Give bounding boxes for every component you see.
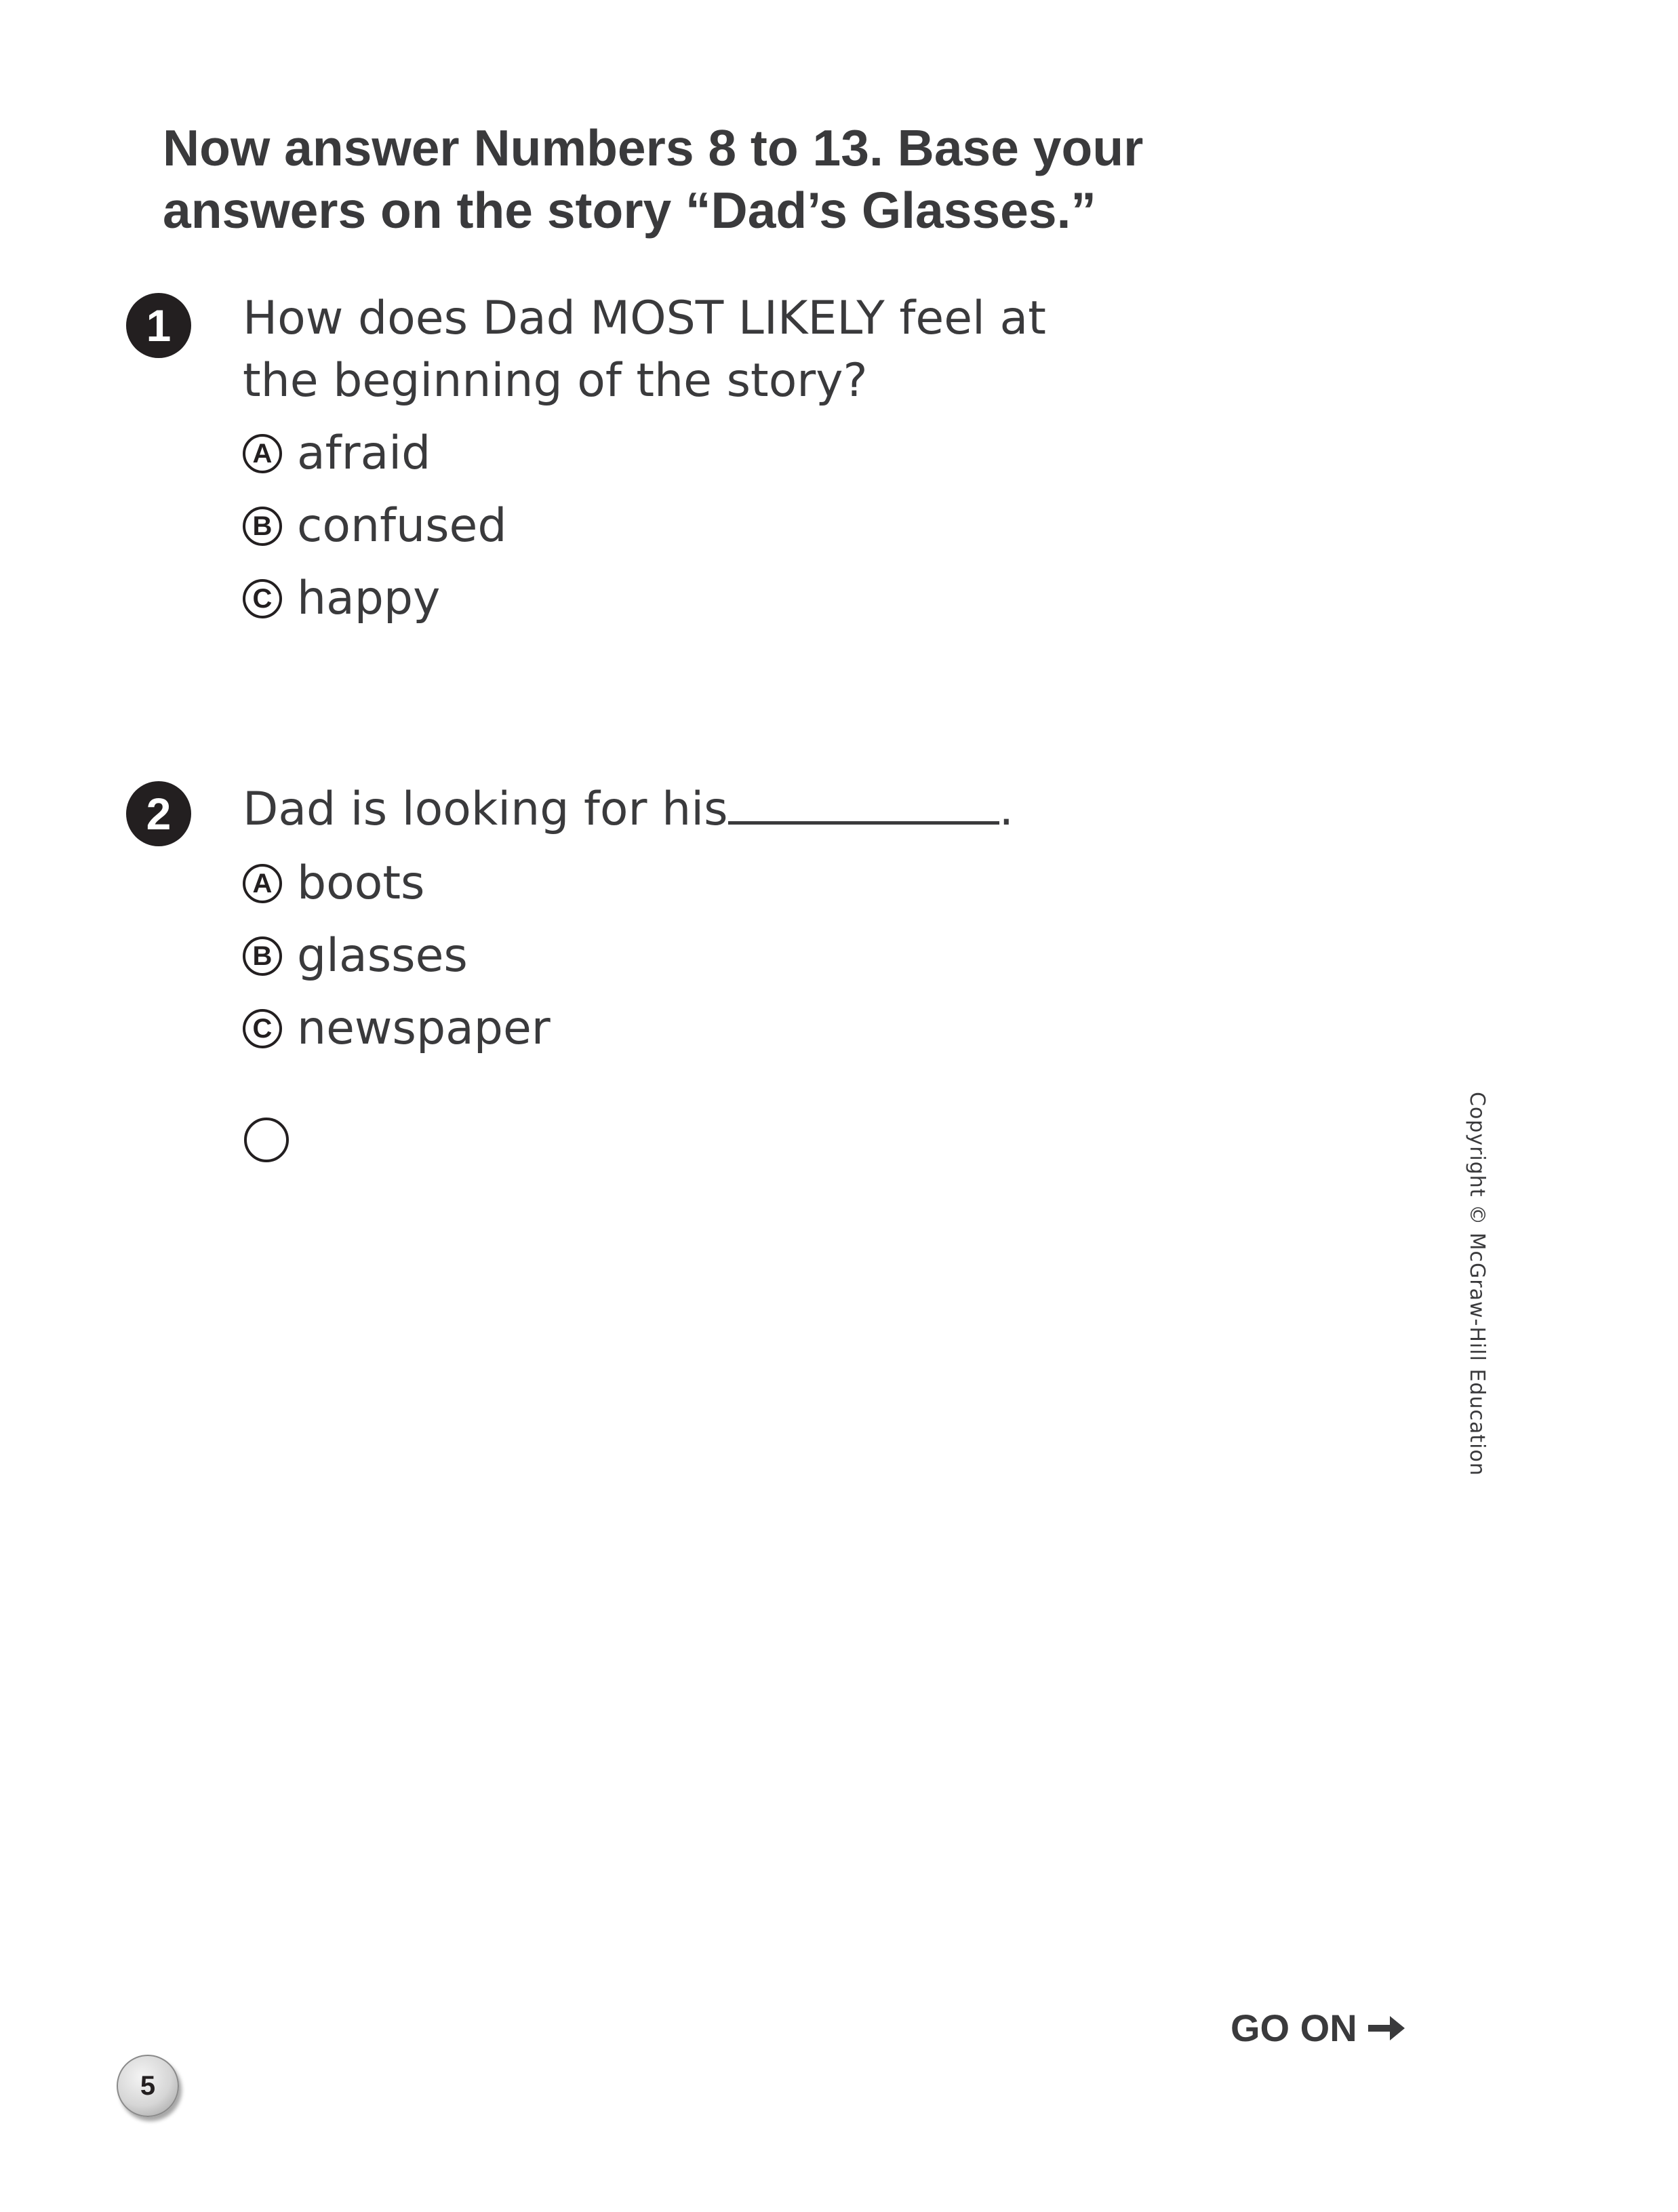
question-1-line-1: How does Dad MOST LIKELY feel at [243, 292, 1046, 345]
answer-bubble[interactable]: B [243, 507, 282, 546]
arrow-right-icon [1367, 2012, 1406, 2045]
option-text: confused [297, 499, 507, 553]
answer-bubble[interactable]: A [243, 864, 282, 903]
question-number-badge: 2 [126, 781, 191, 846]
instructions-line-1: Now answer Numbers 8 to 13. Base your [163, 119, 1144, 176]
instructions-line-2: answers on the story “Dad’s Glasses.” [163, 182, 1096, 239]
option-text: glasses [297, 929, 468, 983]
question-2-option-b[interactable] [243, 926, 468, 987]
fill-in-blank [728, 779, 999, 825]
copyright-notice: Copyright © McGraw-Hill Education [1465, 1092, 1489, 1476]
question-2-text [243, 778, 1014, 841]
question-1-line-2: the beginning of the story? [243, 354, 868, 408]
option-text: newspaper [297, 1002, 551, 1055]
go-on-label: GO ON [1231, 2007, 1357, 2049]
question-1-text [243, 288, 1046, 412]
answer-bubble[interactable]: B [243, 936, 282, 976]
question-2-option-c[interactable] [243, 998, 551, 1059]
question-1-option-c[interactable] [243, 568, 440, 629]
question-2-text-after: . [999, 783, 1014, 836]
empty-answer-bubble[interactable] [244, 1118, 289, 1162]
question-1-option-a[interactable] [243, 423, 431, 484]
go-on-indicator [1231, 2006, 1406, 2050]
option-text: afraid [297, 427, 431, 480]
answer-bubble[interactable]: C [243, 1009, 282, 1048]
option-text: happy [297, 572, 441, 625]
question-2-line [243, 778, 1014, 841]
option-text: boots [297, 856, 425, 910]
question-number-badge: 1 [126, 293, 191, 358]
instructions [163, 117, 1247, 241]
answer-bubble[interactable]: C [243, 579, 282, 618]
question-1-option-b[interactable] [243, 496, 507, 557]
question-2-option-a[interactable] [243, 853, 424, 914]
answer-bubble[interactable]: A [243, 434, 282, 473]
question-2-text-before: Dad is looking for his [243, 783, 728, 836]
page-number-badge: 5 [117, 2055, 179, 2117]
